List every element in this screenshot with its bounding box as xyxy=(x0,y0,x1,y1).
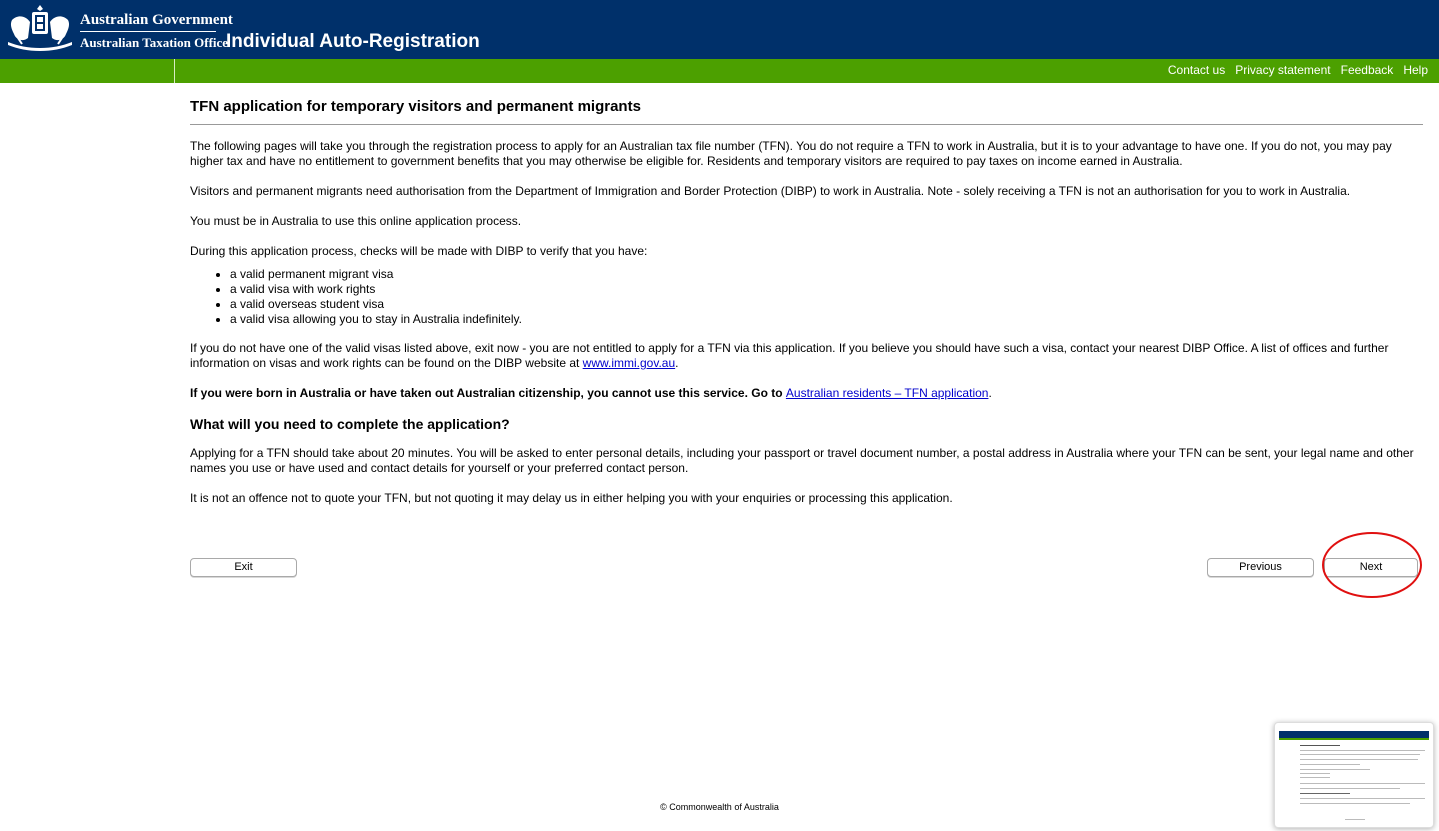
help-link[interactable]: Help xyxy=(1403,63,1428,77)
authorisation-paragraph: Visitors and permanent migrants need authorisation from the Department of Immigration and Border Protection (DIBP) to work in Australia. Note - solely receiving a TFN is not an authorisation for you to work in Australia. xyxy=(190,184,1351,198)
visa-list xyxy=(230,267,1423,327)
immi-website-link[interactable]: www.immi.gov.au xyxy=(582,356,676,370)
thumbnail-line xyxy=(1300,773,1330,774)
screenshot-thumbnail[interactable] xyxy=(1274,722,1434,828)
app-title: Individual Auto-Registration xyxy=(226,31,480,52)
intro-paragraph: The following pages will take you through the registration process to apply for an Australian tax file number (TFN). You do not require a TFN to work in Australia, but it is to your advantage to have one. If you do not, you may pay higher tax and have no entitlement to government benefits that you may otherwise be eligible for. Residents and temporary visitors are required to pay taxes on income earned in Australia. xyxy=(190,139,1392,168)
thumbnail-line xyxy=(1300,750,1425,751)
exit-button[interactable]: Exit xyxy=(190,558,297,577)
feedback-link[interactable]: Feedback xyxy=(1340,63,1394,77)
visa-warning-end: . xyxy=(675,356,679,370)
offence-paragraph: It is not an offence not to quote your TFN, but not quoting it may delay us in either helping you with your enquiries or processing this application. xyxy=(190,491,953,505)
requirements-heading: What will you need to complete the application? xyxy=(190,416,510,432)
header-divider xyxy=(80,31,216,32)
residents-notice xyxy=(190,386,1423,401)
thumbnail-line xyxy=(1300,769,1370,770)
thumbnail-line xyxy=(1300,798,1425,799)
page-title: TFN application for temporary visitors and permanent migrants xyxy=(190,98,1423,125)
thumbnail-line xyxy=(1300,759,1418,760)
contact-us-link[interactable]: Contact us xyxy=(1167,63,1226,77)
government-name: Australian Government xyxy=(80,12,233,28)
thumbnail-line xyxy=(1300,803,1410,804)
thumbnail-line xyxy=(1300,793,1350,794)
privacy-statement-link[interactable]: Privacy statement xyxy=(1235,63,1331,77)
utility-nav xyxy=(1168,63,1428,78)
site-header xyxy=(0,0,1439,59)
previous-button[interactable]: Previous xyxy=(1207,558,1314,577)
thumbnail-line xyxy=(1300,764,1360,765)
thumbnail-line xyxy=(1300,788,1400,789)
requirements-paragraph: Applying for a TFN should take about 20 minutes. You will be asked to enter personal details, including your passport or travel document number, a postal address in Australia where your TFN can be sent, your legal name and other names you use or have used and contact details for yourself or your preferred contact person. xyxy=(190,446,1414,475)
agency-name: Australian Taxation Office xyxy=(80,35,229,50)
list-item: • a valid visa with work rights xyxy=(230,282,1423,297)
main-content xyxy=(190,98,1423,521)
thumbnail-line xyxy=(1300,745,1340,746)
coat-of-arms-icon xyxy=(4,2,76,54)
list-item: • a valid visa allowing you to stay in Australia indefinitely. xyxy=(230,312,1423,327)
next-button[interactable]: Next xyxy=(1324,558,1418,577)
visa-warning-paragraph xyxy=(190,341,1423,371)
nav-bar-divider xyxy=(174,59,175,83)
thumbnail-line xyxy=(1300,783,1425,784)
thumbnail-line xyxy=(1300,777,1330,778)
location-paragraph: You must be in Australia to use this online application process. xyxy=(190,214,522,228)
list-item: • a valid overseas student visa xyxy=(230,297,1423,312)
footer-copyright: © Commonwealth of Australia xyxy=(660,802,779,812)
visa-warning-text: If you do not have one of the valid visas listed above, exit now - you are not entitled to apply for a TFN via this application. If you believe you should have such a visa, contact your nearest DIBP Office. A list of offices and further information on visas and work rights can be found on the DIBP website at xyxy=(190,341,1389,370)
thumbnail-header xyxy=(1279,731,1429,738)
thumbnail-nav xyxy=(1279,738,1429,740)
residents-tfn-link[interactable]: Australian residents – TFN application xyxy=(785,386,989,400)
list-item: • a valid permanent migrant visa xyxy=(230,267,1423,282)
checks-paragraph: During this application process, checks will be made with DIBP to verify that you have: xyxy=(190,244,648,258)
thumbnail-line xyxy=(1300,754,1420,755)
residents-notice-end: . xyxy=(988,386,992,400)
thumbnail-line xyxy=(1345,819,1365,820)
residents-notice-text: If you were born in Australia or have taken out Australian citizenship, you cannot use this service. Go to xyxy=(190,386,786,400)
